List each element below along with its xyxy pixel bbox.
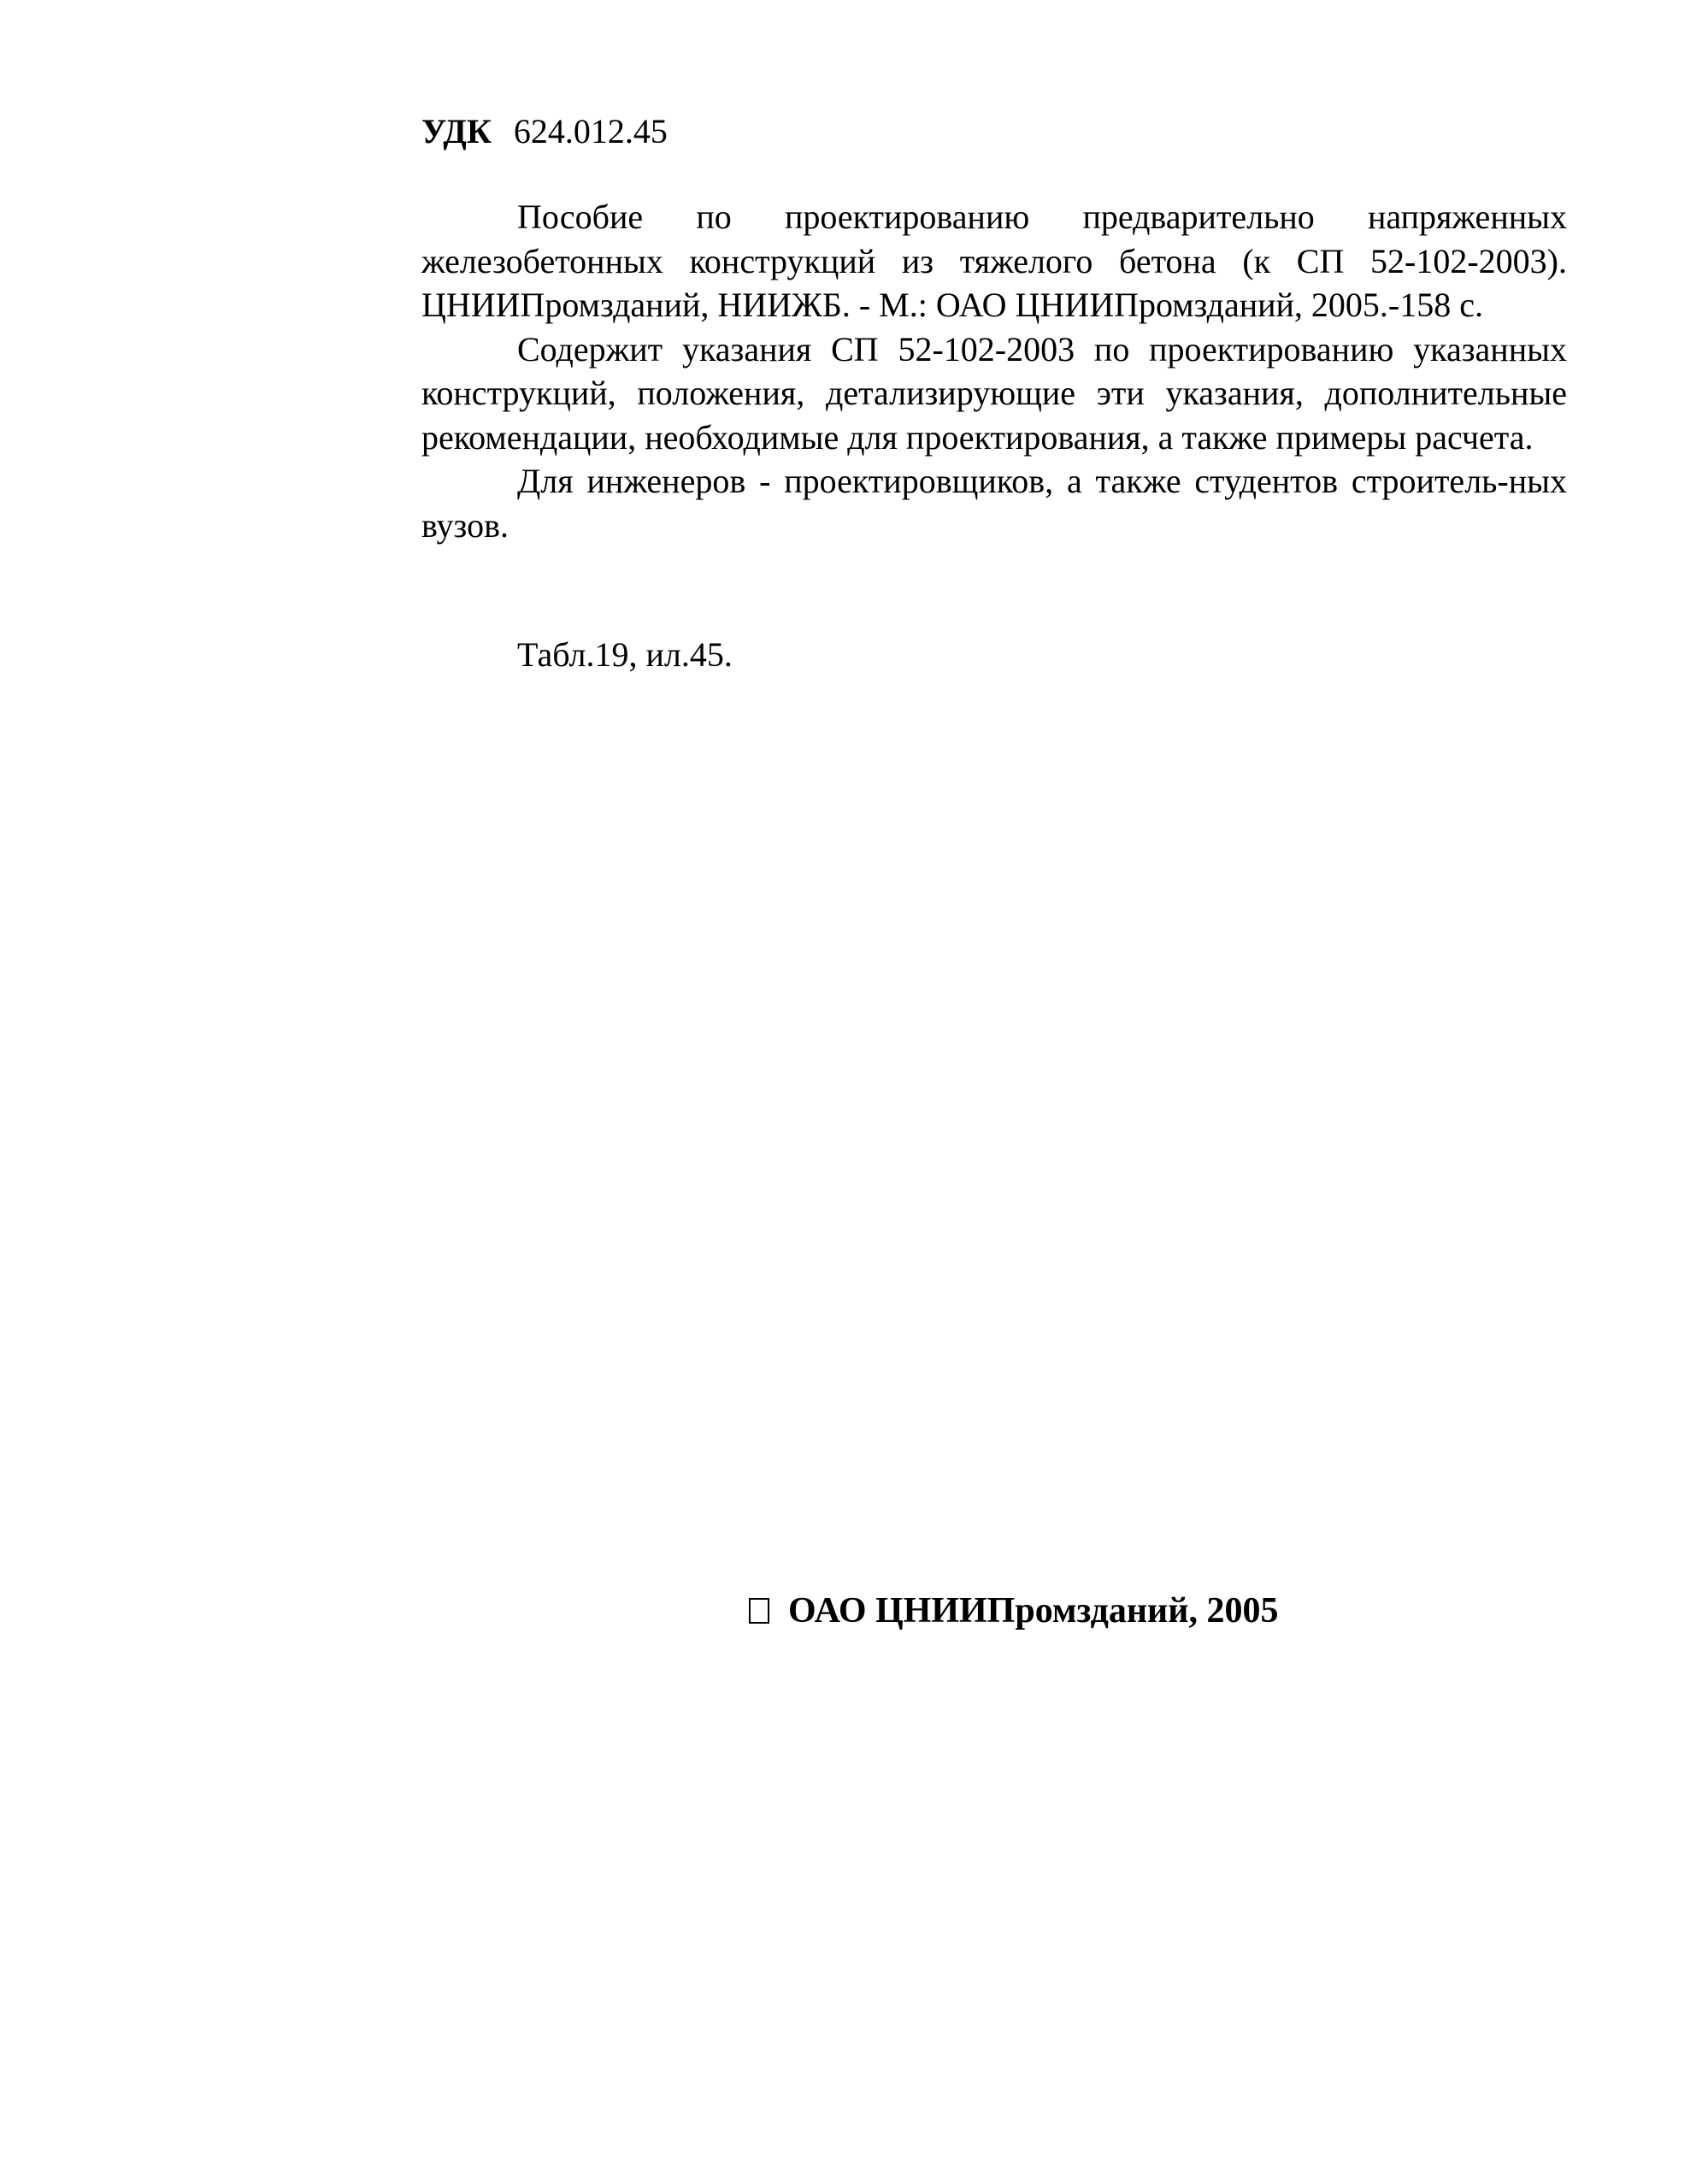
abstract-paragraph-bibliography: Пособие по проектированию предварительно напряженных железобетонных конструкций из тяжелого бетона (к СП 52-102-2003). ЦНИИПромзданий, НИИЖБ. - М.: ОАО ЦНИИПромзданий, 2005.-158 с. [421,198,1567,324]
abstract-paragraph-audience: Для инженеров - проектировщиков, а также студентов строитель-ных вузов. [421,462,1567,545]
udk-line [421,109,668,154]
abstract-paragraph-contents: Содержит указания СП 52-102-2003 по проектированию указанных конструкций, положения, детализирующие эти указания, дополнительные рекомендации, необходимые для проектирования, а также примеры расчета. [421,329,1567,457]
abstract-block [421,195,1567,547]
copyright-box-icon [749,1598,769,1624]
copyright-line [749,1587,1278,1635]
udk-code: 624.012.45 [513,112,668,150]
tables-illustrations-count: Табл.19, ил.45. [517,635,733,674]
copyright-text: ОАО ЦНИИПромзданий, 2005 [788,1591,1279,1630]
udk-label: УДК [421,112,492,150]
